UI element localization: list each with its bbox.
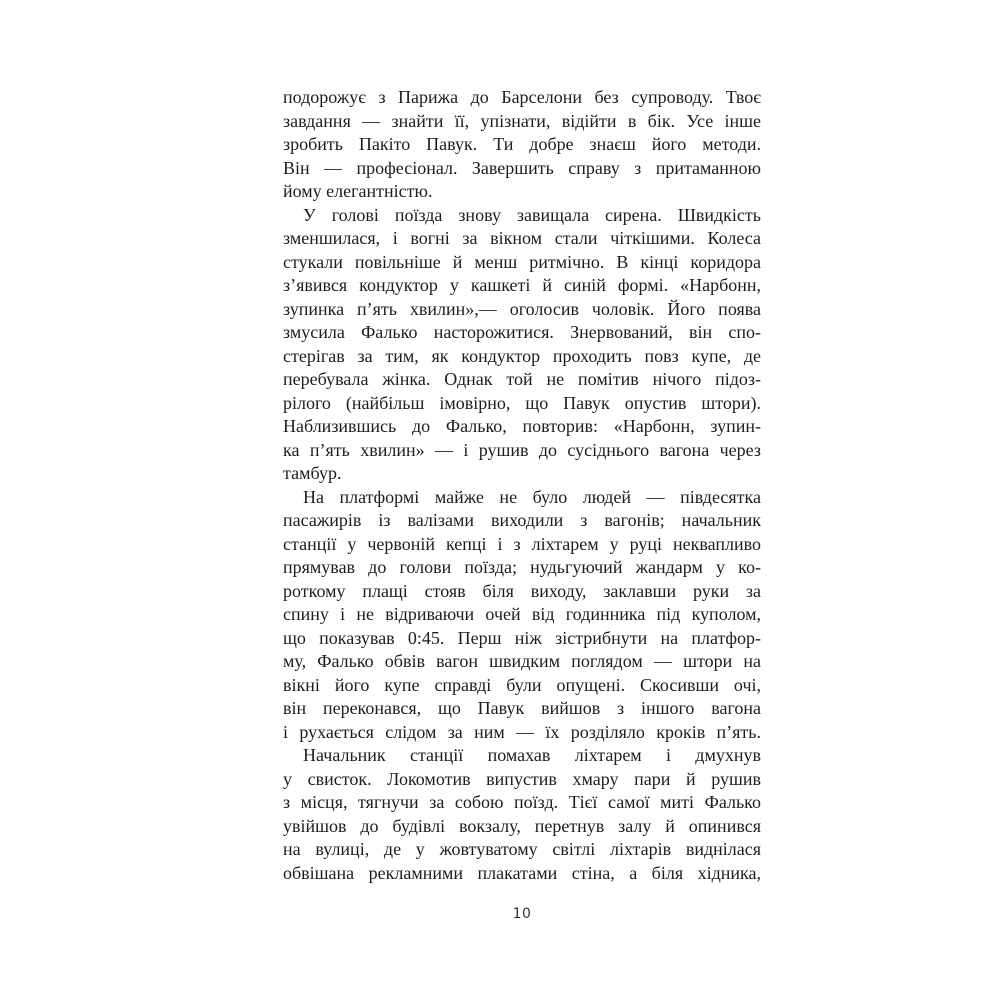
text-line: Наблизившись до Фалько, повторив: «Нарбонн, зупин- (283, 416, 761, 436)
paragraph (283, 204, 761, 486)
paragraph (283, 86, 761, 204)
text-line: обвішана рекламними плакатами стіна, а біля хідника, (283, 862, 761, 883)
text-line: у свисток. Локомотив випустив хмару пари й рушив (283, 768, 761, 789)
text-line: з’явився кондуктор у кашкеті й синій формі. «Нарбонн, (283, 275, 761, 295)
text-line: і рухається слідом за ним — їх розділяло кроків п’ять. (283, 721, 761, 742)
text-line: вікні його купе справді були опущені. Скосивши очі, (283, 674, 761, 695)
text-line: ка п’ять хвилин» — і рушив до сусіднього вагона через (283, 439, 761, 460)
page-number: 10 (512, 906, 532, 922)
body-text (283, 86, 761, 885)
text-line: зробить Пакіто Павук. Ти добре знаєш його методи. (283, 134, 761, 154)
text-line: увійшов до будівлі вокзалу, перетнув залу й опинився (283, 815, 761, 836)
text-line: зупинка п’ять хвилин»,— оголосив чоловік. Його поява (283, 298, 761, 319)
text-line: що показував 0:45. Перш ніж зістрибнути на платфор- (283, 627, 761, 648)
text-line: завдання — знайти її, упізнати, відійти в бік. Усе інше (283, 110, 761, 131)
text-line: зменшилася, і вогні за вікном стали чіткішими. Колеса (283, 228, 761, 248)
text-line: роткому плащі стояв біля виходу, заклавши руки за (283, 580, 761, 601)
text-line: стукали повільніше й менш ритмічно. В кінці коридора (283, 251, 761, 272)
text-line: му, Фалько обвів вагон швидким поглядом — штори на (283, 651, 761, 671)
text-line: перебувала жінка. Однак той не помітив нічого підоз- (283, 369, 761, 389)
text-line: прямував до голови поїзда; нудьгуючий жандарм у ко- (283, 557, 761, 577)
text-line: змусила Фалько насторожитися. Знервований, він спо- (283, 322, 761, 342)
text-line: На платформі майже не було людей — півдесятка (303, 486, 761, 507)
text-line: стерігав за тим, як кондуктор проходить повз купе, де (283, 345, 761, 366)
text-line: він переконався, що Павук вийшов з іншого вагона (283, 698, 761, 718)
text-line: рілого (найбільш імовірно, що Павук опустив штори). (283, 392, 761, 413)
text-line: спину і не відриваючи очей від годинника під куполом, (283, 604, 761, 624)
paragraph (283, 486, 761, 745)
text-line: з місця, тягнучи за собою поїзд. Тієї самої миті Фалько (283, 792, 761, 812)
text-line: Начальник станції помахав ліхтарем і дмухнув (303, 745, 761, 765)
text-line: Він — професіонал. Завершить справу з притаманною (283, 157, 761, 178)
text-line: пасажирів із валізами виходили з вагонів; начальник (283, 510, 761, 530)
paragraph (283, 744, 761, 885)
text-line: йому елегантністю. (283, 181, 433, 201)
text-line: станції у червоній кепці і з ліхтарем у руці неквапливо (283, 533, 761, 554)
text-line: тамбур. (283, 463, 342, 483)
text-line: на вулиці, де у жовтуватому світлі ліхтарів виднілася (283, 839, 761, 859)
text-line: У голові поїзда знову завищала сирена. Швидкість (303, 204, 761, 225)
text-line: подорожує з Парижа до Барселони без супроводу. Твоє (283, 87, 761, 107)
